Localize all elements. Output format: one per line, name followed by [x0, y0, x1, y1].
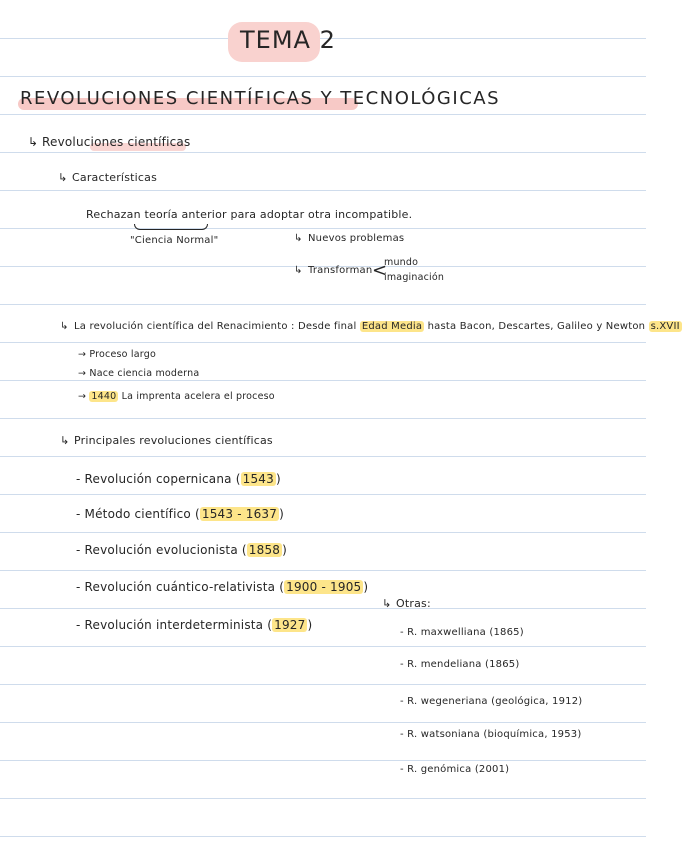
renacimiento-line [60, 321, 682, 332]
bullet-text: Proceso largo [89, 349, 156, 360]
section-revoluciones-cientificas [28, 135, 190, 149]
rechazan-line [86, 208, 412, 221]
brace-underline [134, 224, 208, 230]
imaginacion: imaginación [384, 272, 445, 283]
rechazan-post: para adoptar otra incompatible. [230, 208, 413, 221]
rechazan-pre: Rechazan [86, 208, 141, 221]
highlight-year: 1543 [242, 472, 274, 486]
nuevos-problemas [294, 233, 404, 244]
renacimiento-mid: hasta Bacon, Descartes, Galileo y Newton [427, 321, 646, 332]
item-text: - Método científico ( [76, 507, 200, 521]
arrow-icon: ↳ [58, 171, 68, 184]
arrow-icon: ↳ [28, 135, 39, 149]
subsection-principales [60, 434, 273, 447]
highlight-edad-media: Edad Media [361, 321, 423, 332]
arrow-icon: ↳ [294, 233, 303, 244]
sub-label: Nuevos problemas [308, 233, 405, 244]
list-item [76, 507, 284, 521]
arrow-icon: ↳ [294, 265, 303, 276]
list-item [76, 472, 281, 486]
highlight-year: 1927 [274, 618, 306, 632]
right-arrow-icon: → [78, 368, 90, 379]
item-end: ) [363, 580, 369, 594]
otras-item: - R. watsoniana (bioquímica, 1953) [400, 729, 582, 740]
otras-item: - R. wegeneriana (geológica, 1912) [400, 696, 583, 707]
item-text: - Revolución interdeterminista ( [76, 618, 273, 632]
arrow-icon: ↳ [60, 321, 69, 332]
item-end: ) [282, 543, 288, 557]
item-text: - Revolución cuántico-relativista ( [76, 580, 285, 594]
item-end: ) [275, 472, 281, 486]
item-text: - Revolución evolucionista ( [76, 543, 247, 557]
rechazan-term: teoría anterior [144, 208, 227, 221]
otras-item: - R. maxwelliana (1865) [400, 627, 524, 638]
renacimiento-pre: La revolución científica del Renacimiento : Desde final [74, 321, 357, 332]
highlight-year: 1858 [248, 543, 281, 557]
item-end: ) [279, 507, 284, 521]
mundo: mundo [384, 257, 419, 268]
list-item [76, 618, 312, 632]
main-heading: REVOLUCIONES CIENTÍFICAS Y TECNOLÓGICAS [20, 88, 500, 109]
list-item [76, 580, 368, 594]
otras-label: Otras: [396, 597, 431, 610]
page-title: TEMA 2 [240, 26, 336, 54]
right-arrow-icon: → [78, 349, 90, 360]
subsection-label: Características [72, 171, 158, 184]
fork-bracket: < [372, 260, 388, 281]
bullet-text: Nace ciencia moderna [89, 368, 200, 379]
item-text: - Revolución copernicana ( [76, 472, 241, 486]
transforman [294, 265, 372, 276]
sub-label: Transforman [308, 265, 373, 276]
subsection-caracteristicas [58, 171, 157, 184]
highlight-year: 1900 - 1905 [286, 580, 362, 594]
bullet-nace-ciencia [78, 368, 199, 379]
otras-item: - R. genómica (2001) [400, 764, 510, 775]
ciencia-normal-note: "Ciencia Normal" [130, 235, 219, 246]
arrow-icon: ↳ [60, 434, 70, 447]
highlight-year: 1440 [91, 391, 117, 402]
right-arrow-icon: → [78, 391, 90, 402]
otras-header [382, 597, 431, 610]
subsection-label: Principales revoluciones científicas [74, 434, 273, 447]
list-item [76, 543, 287, 557]
section-label: Revoluciones científicas [42, 135, 191, 149]
arrow-icon: ↳ [382, 597, 392, 610]
highlight-century: s.XVII [650, 321, 680, 332]
item-end: ) [307, 618, 313, 632]
highlight-year: 1543 - 1637 [201, 507, 278, 521]
otras-item: - R. mendeliana (1865) [400, 659, 520, 670]
bullet-proceso-largo [78, 349, 156, 360]
bullet-imprenta [78, 391, 275, 402]
bullet-text: La imprenta acelera el proceso [121, 391, 275, 402]
